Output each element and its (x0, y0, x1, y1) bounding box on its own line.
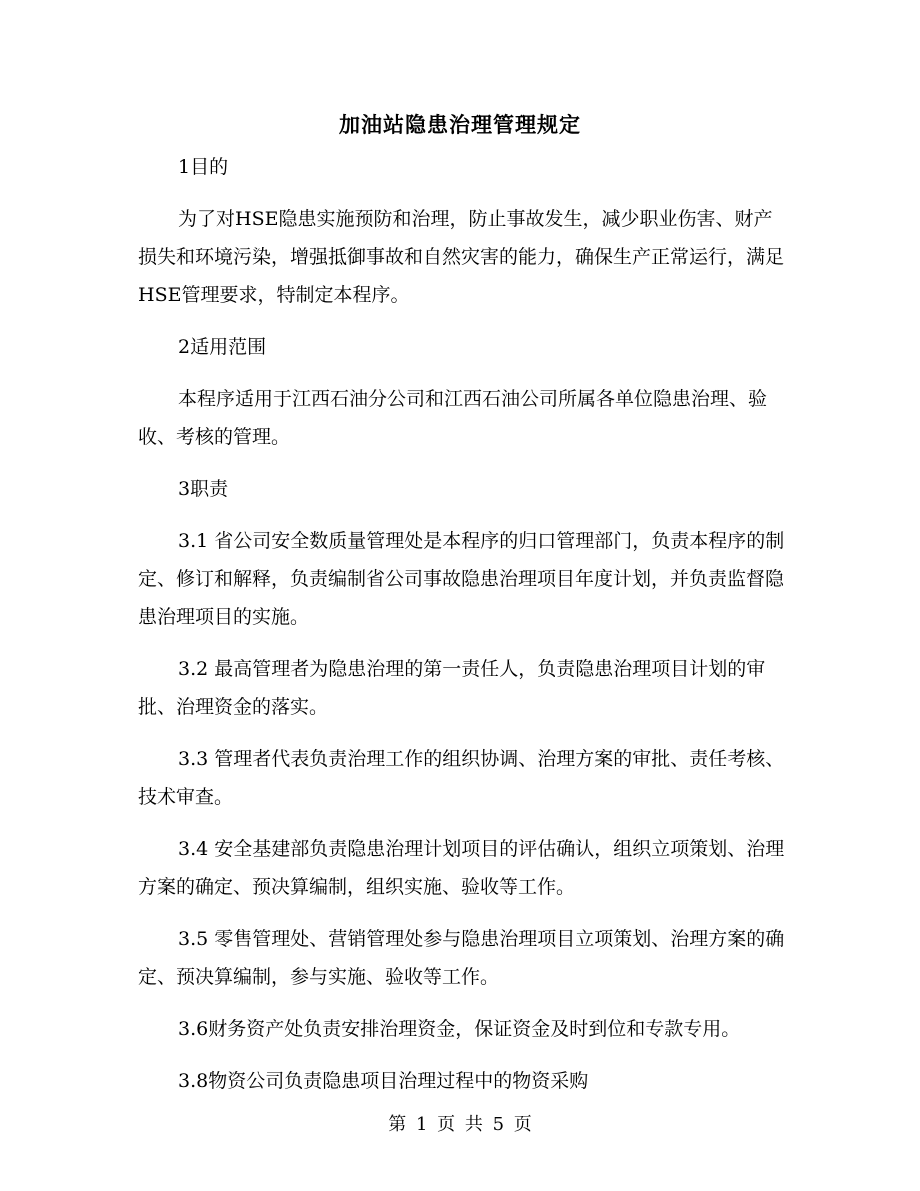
section-heading-scope: 2适用范围 (178, 336, 267, 358)
paragraph-3-2: 3.2 最高管理者为隐患治理的第一责任人，负责隐患治理项目计划的审批、治理资金的落实。 (138, 658, 766, 718)
paragraph-3-6: 3.6财务资产处负责安排治理资金，保证资金及时到位和专款专用。 (178, 1018, 741, 1040)
paragraph-3-3: 3.3 管理者代表负责治理工作的组织协调、治理方案的审批、责任考核、技术审查。 (138, 748, 785, 808)
paragraph-3-5: 3.5 零售管理处、营销管理处参与隐患治理项目立项策划、治理方案的确定、预决算编制，参与实施、验收等工作。 (138, 928, 785, 988)
section-heading-responsibilities: 3职责 (178, 478, 229, 500)
document-body (138, 148, 788, 1114)
paragraph-purpose: 为了对HSE隐患实施预防和治理，防止事故发生，减少职业伤害、财产损失和环境污染，增强抵御事故和自然灾害的能力，确保生产正常运行，满足HSE管理要求，特制定本程序。 (138, 208, 785, 306)
paragraph-3-4: 3.4 安全基建部负责隐患治理计划项目的评估确认，组织立项策划、治理方案的确定、预决算编制，组织实施、验收等工作。 (138, 838, 785, 898)
document-title: 加油站隐患治理管理规定 (339, 112, 581, 137)
page-number-footer: 第 1 页 共 5 页 (388, 1114, 532, 1135)
paragraph-3-1: 3.1 省公司安全数质量管理处是本程序的归口管理部门，负责本程序的制定、修订和解释，负责编制省公司事故隐患治理项目年度计划，并负责监督隐患治理项目的实施。 (138, 530, 785, 628)
paragraph-scope: 本程序适用于江西石油分公司和江西石油公司所属各单位隐患治理、验收、考核的管理。 (138, 388, 768, 448)
section-heading-purpose: 1目的 (178, 156, 229, 178)
paragraph-3-8: 3.8物资公司负责隐患项目治理过程中的物资采购 (178, 1070, 589, 1092)
